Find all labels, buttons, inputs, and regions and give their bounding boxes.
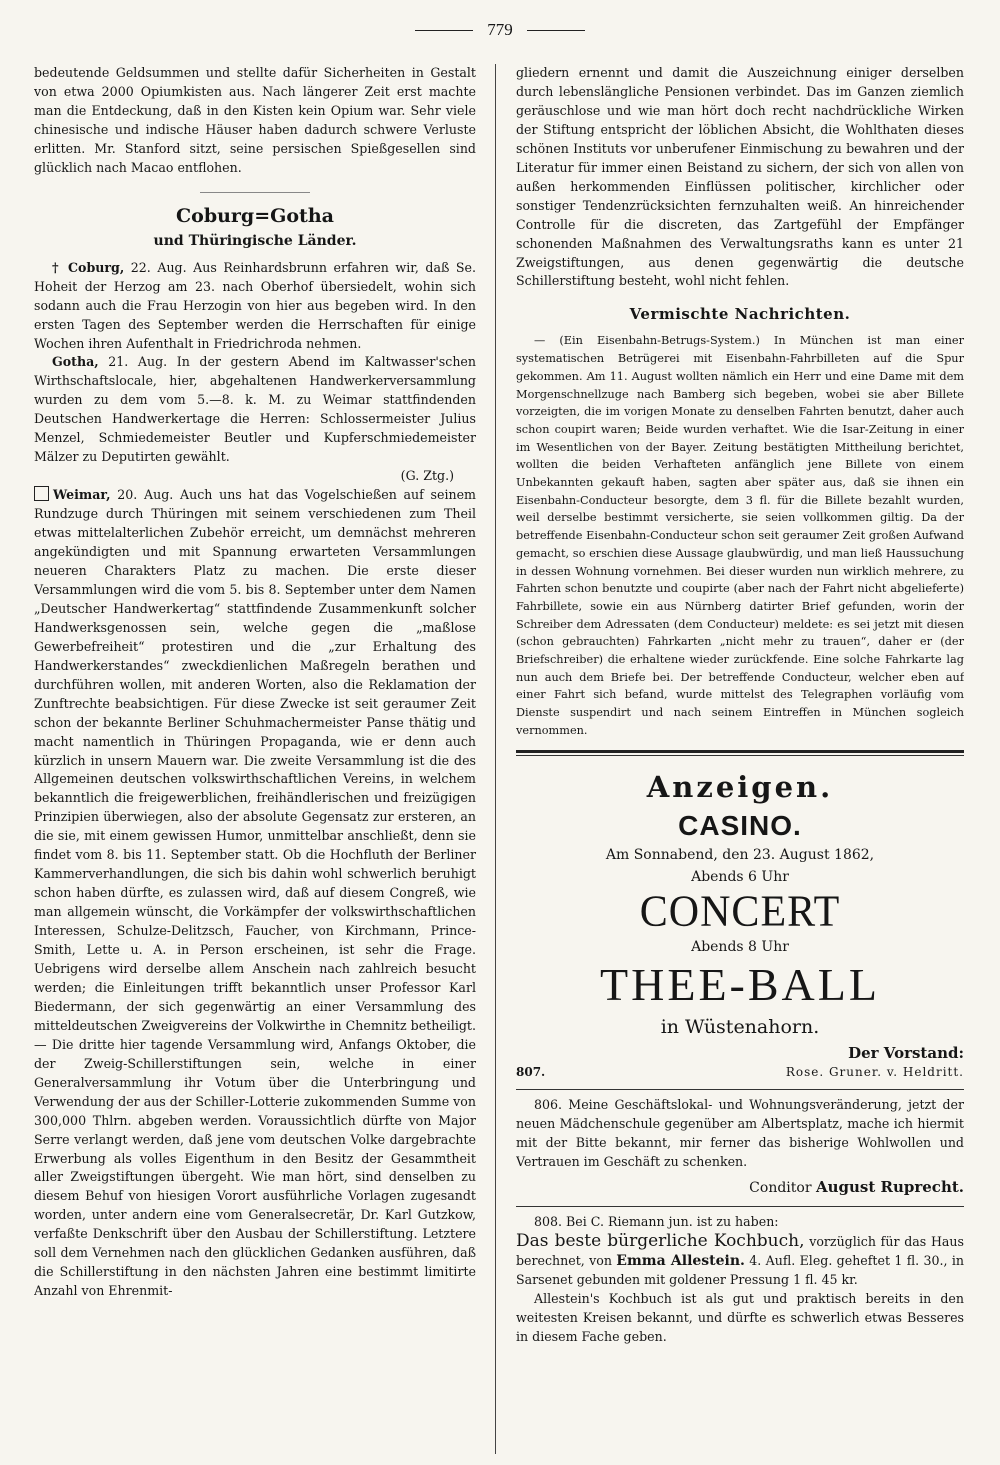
casino-ball: THEE-BALL	[600, 958, 880, 1010]
weimar-article	[34, 486, 476, 1301]
opium-report-paragraph: bedeutende Geldsummen und stellte dafür Sicherheiten in Gestalt von etwa 2000 Opiumkisten aus. Nach längerer Zeit erst machte man die Entdeckung, daß in den Kisten kein Opium war. Sehr viele chinesische und indische Häuser haben dadurch schwere Verluste erlitten. Mr. Stanford sitzt, seine persischen Spießgesellen sind glücklich nach Macao entflohen.	[34, 65, 476, 175]
ad-808-intro-text: Bei C. Riemann jun. ist zu haben:	[562, 1214, 779, 1230]
coburg-article	[34, 259, 476, 354]
coburg-dateline: † Coburg,	[52, 259, 125, 275]
ad-808-book-title: Das beste bürgerliche Kochbuch,	[516, 1231, 805, 1252]
casino-venue: in Wüstenahorn.	[660, 1015, 820, 1038]
ads-title: Anzeigen.	[646, 769, 834, 804]
right-column	[516, 64, 964, 1459]
ad-806	[516, 1096, 964, 1198]
section-title: Coburg=Gotha	[176, 204, 334, 227]
coburg-text: 22. Aug. Aus Reinhardsbrunn erfahren wir, daß Se. Hoheit der Herzog am 23. nach Oberhof übersiedelt, wohin sich sodann auch die Frau Herzogin von hier aus begeben wird. In den ersten Tagen des September werden die Herrschaften für einige Wochen ihren Aufenthalt in Friedrichroda nehmen.	[34, 259, 476, 351]
misc-news-title: Vermischte Nachrichten.	[629, 305, 851, 324]
ad-808-review: Allestein's Kochbuch ist als gut und praktisch bereits in den weitesten Kreisen bekannt, und dürfte es schwerlich etwas Besseres in diesem Fache geben.	[516, 1291, 964, 1344]
ad-separator-806	[516, 1089, 964, 1090]
ad-806-signature	[516, 1178, 964, 1198]
page-header	[0, 16, 1000, 44]
ad-number-808: 808.	[534, 1214, 563, 1230]
casino-ad	[516, 808, 964, 1082]
board-names: Rose. Gruner. v. Heldritt.	[785, 1064, 964, 1079]
ad-806-name: August Ruprecht.	[815, 1178, 964, 1197]
misc-news-article: — (Ein Eisenbahn-Betrugs-System.) In München ist man einer systematischen Betrügerei mit Eisenbahn-Fahrbilleten auf die Spur gekommen. Am 11. August wollten nämlich ein Herr und eine Dame mit dem Morgenschnellzuge nach Bamberg sich begeben, wobei sie aber Billete vorzeigten, die im vorigen Monate zu denselben Fahrten benutzt, daher auch schon coupirt waren; Beide wurden verhaftet. Wie die Isar-Zeitung in einer im Wesentlichen von der Bayer. Zeitung bestätigten Mittheilung berichtet, wollten die beiden Verhafteten anfänglich jene Billete von einem Unbekannten gekauft haben, sagten aber später aus, daß sie ihnen ein Eisenbahn-Conducteur besorgte, dem 3 fl. für die Billete bezahlt wurden, weil derselbe bestimmt versicherte, sie seien vollkommen giltig. Da der betreffende Eisenbahn-Conducteur schon seit geraumer Zeit großen Aufwand gemacht, so erschien diese Aussage glaubwürdig, und man ließ Haussuchung in dessen Wohnung vornehmen. Bei dieser wurden nun wirklich mehrere, zu Fahrten schon benutzte und coupirte (aber nach der Fahrt nicht abgelieferte) Fahrbillete, sowie ein aus Nürnberg datirter Brief gefunden, worin der Schreiber dem Adressaten (dem Conducteur) meldete: es sei jetzt mit diesen (schon gebrauchten) Fahrkarten „nicht mehr zu trauen“, daher er (der Briefschreiber) die erhaltene wieder zurückfende. Eine solche Fahrkarte lag nun auch dem Briefe bei. Der betreffende Conducteur, welcher eben auf einer Fahrt sich befand, wurde mittelst des Telegraphen vorläufig vom Dienste suspendirt und nach seinem Eintreffen in München sogleich vernommen.	[516, 334, 964, 737]
ad-806-text	[516, 1096, 964, 1172]
ad-808-book	[516, 1232, 964, 1290]
casino-board	[786, 1044, 964, 1082]
casino-time-ball: Abends 8 Uhr	[691, 938, 789, 955]
header-rule-right	[527, 30, 585, 31]
ad-number-806: 806.	[534, 1097, 563, 1113]
ad-separator-808	[516, 1206, 964, 1207]
casino-concert: CONCERT	[639, 887, 841, 936]
ad-808-text2: 4. Aufl. Eleg. geheftet 1 fl. 30., in Sarsenet gebunden mit goldener Pressung 1 fl. 45 kr.	[516, 1253, 964, 1288]
ad-806-role: Conditor	[749, 1180, 812, 1197]
schiller-continuation-paragraph: gliedern ernennt und damit die Auszeichnung einiger derselben durch lebenslängliche Pensionen verbindet. Das im Ganzen ziemlich geräuschlose und wie man hört doch recht nachdrückliche Wirken der Stiftung entspricht der löblichen Absicht, die Wohlthaten dieses schönen Instituts vor unberufener Einmischung zu bewahren und der Literatur für immer einen Beistand zu sichern, der sich von allen von außen herkommenden Einflüssen politischer, kirchlicher oder sonstiger Tendenzrücksichten fernzuhalten weiß. An hinreichender Controlle für die discreten, das Zartgefühl der Empfänger schonenden Maßnahmen des Verwaltungsraths kann es unter 21 Zweigstiftungen, aus denen gegenwärtig die deutsche Schillerstiftung besteht, wohl nicht fehlen.	[516, 65, 964, 289]
casino-board-row	[516, 1044, 964, 1082]
ad-808-text1: vorzüglich für das Haus berechnet, von	[516, 1234, 964, 1269]
weimar-dateline: Weimar,	[53, 487, 111, 503]
ad-808-author: Emma Allestein.	[616, 1253, 745, 1270]
gotha-text: 21. Aug. In der gestern Abend im Kaltwasser'schen Wirthschaftslocale, hier, abgehaltenen Handwerkerversammlung wurden zu dem vom 5.—8. k. M. zu Weimar stattfindenden Deutschen Handwerkertage die Herren: Schlossermeister Julius Menzel, Schmiedemeister Beutler und Kupferschmiedemeister Mälzer zu Deputirten gewählt.	[34, 354, 476, 465]
left-column	[34, 64, 476, 1449]
ad-808-intro	[516, 1213, 964, 1232]
casino-date: Am Sonnabend, den 23. August 1862,	[605, 846, 875, 863]
ad-806-body: Meine Geschäftslokal- und Wohnungsveränderung, jetzt der neuen Mädchenschule gegenüber am Albertsplatz, mache ich hiermit mit der Bitte bekannt, mir ferner das bisherige Wohlwollen und Vertrauen im Geschäft zu schenken.	[516, 1097, 964, 1170]
ad-number-807: 807.	[516, 1064, 546, 1079]
board-label: Der Vorstand:	[848, 1043, 964, 1062]
section-subtitle: und Thüringische Länder.	[153, 232, 357, 249]
ad-808	[516, 1213, 964, 1347]
ads-rule-thin	[516, 755, 964, 756]
gotha-source: (G. Ztg.)	[400, 468, 454, 484]
page-number: 779	[487, 20, 513, 39]
casino-heading: CASINO.	[678, 809, 802, 841]
ads-rule-thick	[516, 750, 964, 753]
gotha-dateline: Gotha,	[52, 354, 99, 370]
section-separator	[200, 192, 310, 193]
gotha-article	[34, 353, 476, 467]
casino-time-concert: Abends 6 Uhr	[691, 868, 789, 885]
column-divider	[495, 64, 496, 1454]
weimar-text: 20. Aug. Auch uns hat das Vogelschießen auf seinem Rundzuge durch Thüringen mit seinem verschiedenen zum Theil etwas mittelalterlichen Zubehör erreicht, um demnächst mehreren angekündigten und mit Spannung erwarteten Versammlungen neueren Charakters Platz zu machen. Die erste dieser Versammlungen wird die vom 5. bis 8. September unter dem Namen „Deutscher Handwerkertag“ stattfindende Zusammenkunft solcher Handwerksgenossen sein, welche gegen die „maßlose Gewerbefreiheit“ protestiren und die „zur Erhaltung des Handwerkerstandes“ zweckdienlichen Maßregeln berathen und durchführen wollen, mit anderen Worten, also die Reklamation der Zunftrechte beabsichtigen. Für diese Zwecke ist seit geraumer Zeit schon der bekannte Berliner Schuhmachermeister Panse thätig und macht namentlich in Thüringen Propaganda, wie er denn auch kürzlich in unsern Mauern war. Die zweite Versammlung ist die des Allgemeinen deutschen volkswirthschaftlichen Vereins, in welchem bekanntlich die freigewerblichen, freihändlerischen und freizügigen Prinzipien überwiegen, also der absolute Gegensatz zur ersteren, an die sie, mit einem gewissen Humor, unmittelbar anschließt, denn sie findet vom 8. bis 11. September statt. Ob die Hochfluth der Berliner Kammerverhandlungen, die sich bis dahin wohl schwerlich beruhigt schon haben dürfte, es zulassen wird, daß auf diesem Congreß, wie man allgemein wünscht, die Vorkämpfer der volkswirthschaftlichen Interessen, Schulze-Delitzsch, Faucher, von Kirchmann, Prince-Smith, Lette u. A. in Person erscheinen, ist sehr die Frage. Uebrigens wird derselbe allem Anschein nach zahlreich besucht werden; die Einleitungen trifft bekanntlich unser Professor Karl Biedermann, der sich gegenwärtig an einer Versammlung des mitteldeutschen Zweigvereins der Volkwirthe in Chemnitz betheiligt. — Die dritte hier tagende Versammlung wird, Anfangs Oktober, die der Zweig-Schillerstiftungen sein, welche in einer Generalversammlung ihr Votum über die Unterbringung und Verwendung der aus der Schiller-Lotterie zukommenden Summe von 300,000 Thlrn. abgeben werden. Voraussichtlich dürfte von Major Serre verlangt werden, daß jene vom deutschen Volke dargebrachte Erwerbung als volles Eigenthum in den Besitz der Gesammtheit aller Zweigstiftungen übergeht. Wie man hört, sind denselben zu diesem Behuf von hiesigen Vorort ausführliche Vorlagen zugesandt worden, unter andern eine vom Generalsecretär, Dr. Karl Gutzkow, verfaßte Denkschrift über den Ausbau der Schillerstiftung. Letztere soll dem Vernehmen nach den glücklichen Gedanken ausführen, daß die Schillerstiftung in den nächsten Jahren eine bestimmt limitirte Anzahl von Ehrenmit-	[34, 487, 476, 1299]
box-marker-icon	[34, 486, 49, 501]
header-rule-left	[415, 30, 473, 31]
